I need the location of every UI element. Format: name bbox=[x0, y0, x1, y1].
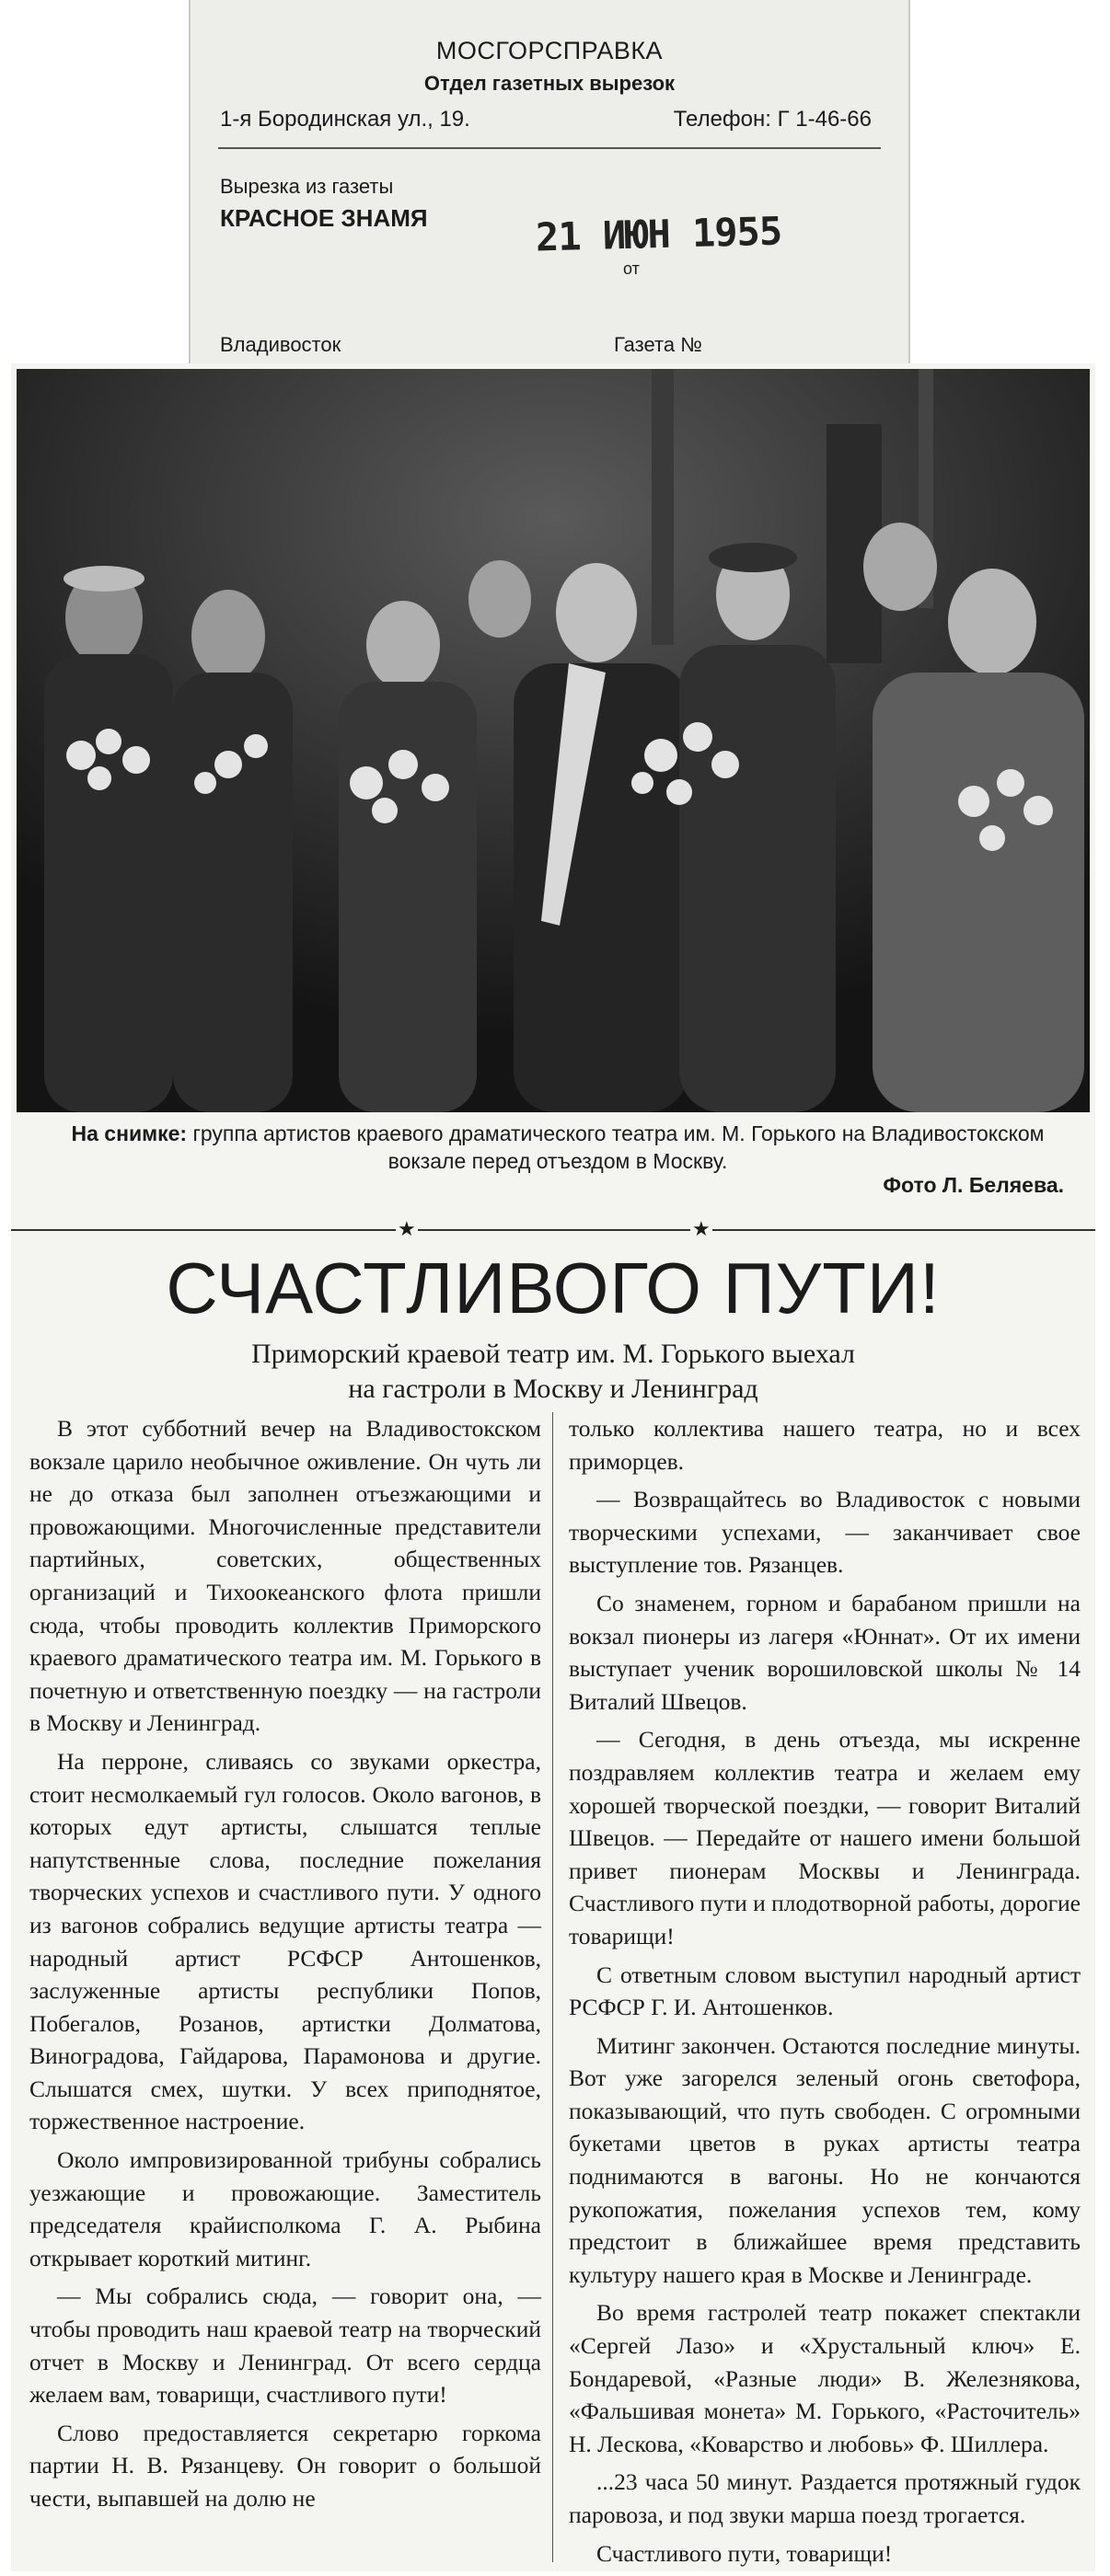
article-column-right bbox=[569, 1412, 1081, 2575]
paragraph: Слово предоставляется секретарю горкома партии Н. В. Рязанцеву. Он говорит о большой чести, выпавшей на долю не bbox=[29, 2419, 541, 2512]
column-separator bbox=[552, 1412, 553, 2562]
agency-address: 1-я Бородинская ул., 19. bbox=[220, 107, 470, 132]
newspaper-name: КРАСНОЕ ЗНАМЯ bbox=[220, 204, 428, 232]
paragraph: ...23 часа 50 минут. Раздается протяжный гудок паровоза, и под звуки марша поезд трогается. bbox=[569, 2468, 1081, 2528]
article-headline: СЧАСТЛИВОГО ПУТИ! bbox=[166, 1248, 941, 1328]
caption-prefix: На снимке: bbox=[71, 1121, 188, 1145]
subheadline-line-1: Приморский краевой театр им. М. Горького выехал bbox=[251, 1339, 855, 1369]
label-divider bbox=[218, 147, 881, 149]
divider-line bbox=[11, 1229, 1095, 1231]
paragraph-continuation: только коллектива нашего театра, но и всех приморцев. bbox=[569, 1415, 1081, 1475]
group-photo-image bbox=[17, 369, 1090, 1112]
photo-caption bbox=[42, 1120, 1073, 1175]
article-clipping bbox=[11, 363, 1095, 2571]
paragraph: С ответным словом выступил народный артист РСФСР Г. И. Антошенков. bbox=[569, 1961, 1081, 2021]
paragraph: Митинг закончен. Остаются последние минуты. Вот уже загорелся зеленый огонь светофора, показывающий, что путь свободен. С огромными букетами цветов в руках артисты театра поднимаются в вагоны. Но не кончаются рукопожатия, пожелания успехов тем, кому предстоит в ближайшее время представить культуру нашего края в Москве и Ленинграде. bbox=[569, 2031, 1081, 2288]
divider-star: ★ bbox=[398, 1217, 416, 1240]
subheadline-line-2: на гастроли в Москву и Ленинград bbox=[348, 1374, 758, 1404]
city-label: Владивосток bbox=[220, 333, 341, 356]
photo-credit: Фото Л. Беляева. bbox=[883, 1173, 1064, 1197]
divider-star: ★ bbox=[692, 1217, 711, 1240]
caption-text: группа артистов краевого драматического театра им. М. Горького на Владивостокском вокзале перед отъездом в Москву. bbox=[187, 1121, 1045, 1173]
article-column-left bbox=[29, 1412, 541, 2521]
article-subheadline bbox=[11, 1337, 1095, 1407]
cut-from-label: Вырезка из газеты bbox=[220, 175, 394, 198]
paragraph: — Возвращайтесь во Владивосток с новыми творческими успехами, — заканчивает свое выступление тов. Рязанцев. bbox=[569, 1486, 1081, 1579]
paragraph: На перроне, сливаясь со звуками оркестра, стоит несмолкаемый гул голосов. Около вагонов, в которых едут артисты, слышатся теплые напутственные слова, последние пожелания творческих успехов и счастливого пути. У одного из вагонов собрались ведущие артисты театра — народный артист РСФСР Антошенков, заслуженные артисты республики Попов, Побегалов, Розанов, артистки Долматова, Виноградова, Гайдарова, Парамонова и другие. Слышатся смех, шутки. У всех приподнятое, торжественное настроение. bbox=[29, 1747, 541, 2135]
paragraph: Счастливого пути, товарищи! bbox=[596, 2539, 893, 2567]
group-photo bbox=[17, 369, 1090, 1112]
date-stamp: 21 ИЮН 1955 bbox=[535, 208, 782, 260]
paragraph: — Мы собрались сюда, — говорит она, — чтобы проводить наш краевой театр на творческий отчет в Москву и Ленинград. От всего сердца желаем вам, товарищи, счастливого пути! bbox=[29, 2283, 541, 2409]
gazette-number-label: Газета № bbox=[614, 333, 702, 356]
from-label: от bbox=[623, 259, 640, 278]
clipping-bureau-label bbox=[189, 0, 910, 363]
paragraph: В этот субботний вечер на Владивостокском вокзале царило необычное оживление. Он чуть ли не до отказа был заполнен отъезжающими и провожающими. Многочисленные представители партийных, советских, общественных организаций и Тихоокеанского флота пришли сюда, чтобы проводить коллектив Приморского краевого драматического театра им. М. Горького в почетную и ответственную поездку — на гастроли в Москву и Ленинград. bbox=[29, 1415, 541, 1737]
department-name: Отдел газетных вырезок bbox=[423, 72, 676, 95]
agency-name: МОСГОРСПРАВКА bbox=[435, 37, 664, 64]
agency-phone: Телефон: Г 1-46-66 bbox=[673, 107, 872, 132]
paragraph: Около импровизированной трибуны собрались уезжающие и провожающие. Заместитель председателя крайисполкома Г. А. Рыбина открывает короткий митинг. bbox=[29, 2146, 541, 2271]
paragraph: — Сегодня, в день отъезда, мы искренне поздравляем коллектив театра и желаем ему хорошей творческой поездки, — говорит Виталий Швецов. — Передайте от нашего имени большой привет пионерам Москвы и Ленинграда. Счастливого пути и плодотворной работы, дорогие товарищи! bbox=[569, 1726, 1081, 1949]
paragraph: Со знаменем, горном и барабаном пришли на вокзал пионеры из лагеря «Юннат». От их имени выступает ученик ворошиловской школы № 14 Виталий Швецов. bbox=[569, 1589, 1081, 1715]
paragraph: Во время гастролей театр покажет спектакли «Сергей Лазо» и «Хрустальный ключ» Е. Бондаревой, «Разные люди» В. Железнякова, «Фальшивая монета» М. Горького, «Расточитель» Н. Лескова, «Коварство и любовь» Ф. Шиллера. bbox=[569, 2299, 1081, 2457]
star-divider bbox=[11, 1217, 1095, 1240]
